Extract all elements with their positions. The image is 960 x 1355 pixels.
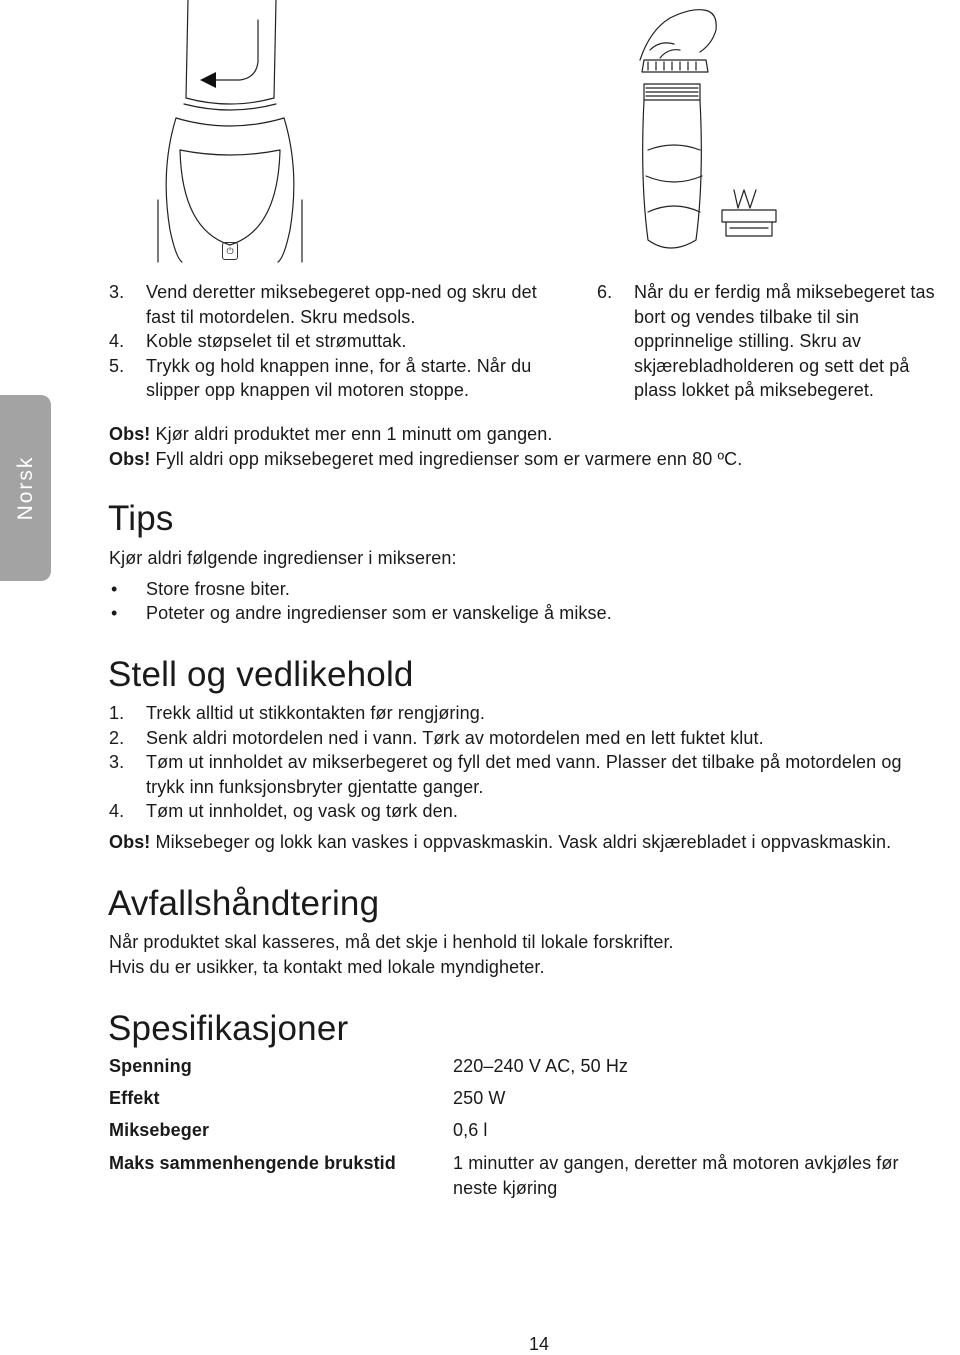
spec-key: Maks sammenhengende brukstid	[109, 1153, 396, 1173]
disposal-heading: Avfallshåndtering	[108, 884, 380, 923]
step-text: Når du er ferdig må miksebegeret tas bort og vendes tilbake til sin opprinnelige stilling. Skru av skjærebladholderen og sett det på plass lokket på miksebegeret.	[634, 282, 935, 400]
language-tab	[0, 395, 51, 581]
list-item-text: Poteter og andre ingredienser som er vanskelige å mikse.	[146, 603, 612, 623]
care-text: Tøm ut innholdet av mikserbegeret og fyll det med vann. Plasser det tilbake på motordelen og trykk inn funksjonsbryter gjentatte ganger.	[146, 752, 902, 797]
care-heading: Stell og vedlikehold	[108, 655, 414, 694]
disposal-section	[109, 930, 929, 979]
bullet-icon: •	[111, 603, 118, 623]
spec-key: Spenning	[109, 1056, 192, 1076]
step-item	[597, 280, 937, 403]
tips-list	[109, 577, 929, 626]
care-item	[109, 750, 929, 799]
care-item	[109, 799, 929, 824]
spec-value: 220–240 V AC, 50 Hz	[453, 1056, 629, 1076]
warning-label: Obs!	[109, 448, 151, 469]
step-number: 3.	[109, 282, 125, 302]
step-text: Koble støpselet til et strømuttak.	[146, 331, 407, 351]
blender-disassemble-illustration	[630, 0, 810, 262]
care-item	[109, 726, 929, 751]
step-item	[109, 329, 559, 354]
tips-intro: Kjør aldri følgende ingredienser i mikseren:	[109, 548, 457, 568]
disposal-line: Hvis du er usikker, ta kontakt med lokale myndigheter.	[109, 956, 545, 977]
care-number: 3.	[109, 752, 125, 772]
step-number: 5.	[109, 355, 125, 376]
step-number: 6.	[597, 282, 613, 302]
step-item	[109, 354, 559, 403]
step-text: Trykk og hold knappen inne, for å starte. Når du slipper opp knappen vil motoren stoppe.	[146, 355, 532, 400]
care-item	[109, 701, 929, 726]
warning-label: Obs!	[109, 424, 151, 444]
step-number: 4.	[109, 331, 125, 351]
care-number: 4.	[109, 801, 125, 821]
care-section	[109, 701, 929, 854]
care-note-label: Obs!	[109, 831, 151, 852]
list-item	[109, 601, 929, 626]
care-text: Trekk alltid ut stikkontakten før rengjøring.	[146, 703, 485, 723]
warning-text: Kjør aldri produktet mer enn 1 minutt om gangen.	[150, 424, 553, 444]
spec-key: Miksebeger	[109, 1120, 210, 1140]
warning-note	[109, 447, 929, 472]
care-note	[109, 830, 929, 855]
care-number: 2.	[109, 727, 125, 748]
disposal-line: Når produktet skal kasseres, må det skje i henhold til lokale forskrifter.	[109, 932, 674, 952]
spec-key: Effekt	[109, 1088, 160, 1108]
tips-section	[109, 546, 929, 626]
step-item	[109, 280, 559, 329]
warning-text: Fyll aldri opp miksebegeret med ingredienser som er varmere enn 80 ºC.	[150, 448, 743, 469]
blender-attach-illustration	[150, 0, 310, 262]
specs-heading: Spesifikasjoner	[108, 1009, 349, 1048]
list-item	[109, 577, 929, 602]
warning-note	[109, 422, 929, 447]
care-number: 1.	[109, 703, 125, 723]
care-text: Tøm ut innholdet, og vask og tørk den.	[146, 801, 458, 821]
bullet-icon: •	[111, 578, 118, 599]
list-item-text: Store frosne biter.	[146, 578, 290, 599]
warning-notes	[109, 422, 929, 471]
steps-left	[109, 280, 559, 403]
steps-right	[597, 280, 937, 403]
power-icon: ⏻	[222, 242, 238, 260]
spec-value: 250 W	[453, 1088, 506, 1108]
spec-value: 1 minutter av gangen, deretter må motoren avkjøles før neste kjøring	[453, 1153, 899, 1198]
step-text: Vend deretter miksebegeret opp-ned og skru det fast til motordelen. Skru medsols.	[146, 282, 537, 327]
page-number: 14	[528, 1334, 550, 1354]
care-note-text: Miksebeger og lokk kan vaskes i oppvaskmaskin. Vask aldri skjærebladet i oppvaskmaskin.	[150, 831, 892, 852]
language-tab-label: Norsk	[13, 455, 37, 521]
tips-heading: Tips	[108, 499, 174, 538]
spec-value: 0,6 l	[453, 1120, 488, 1140]
care-text: Senk aldri motordelen ned i vann. Tørk av motordelen med en lett fuktet klut.	[146, 727, 764, 748]
